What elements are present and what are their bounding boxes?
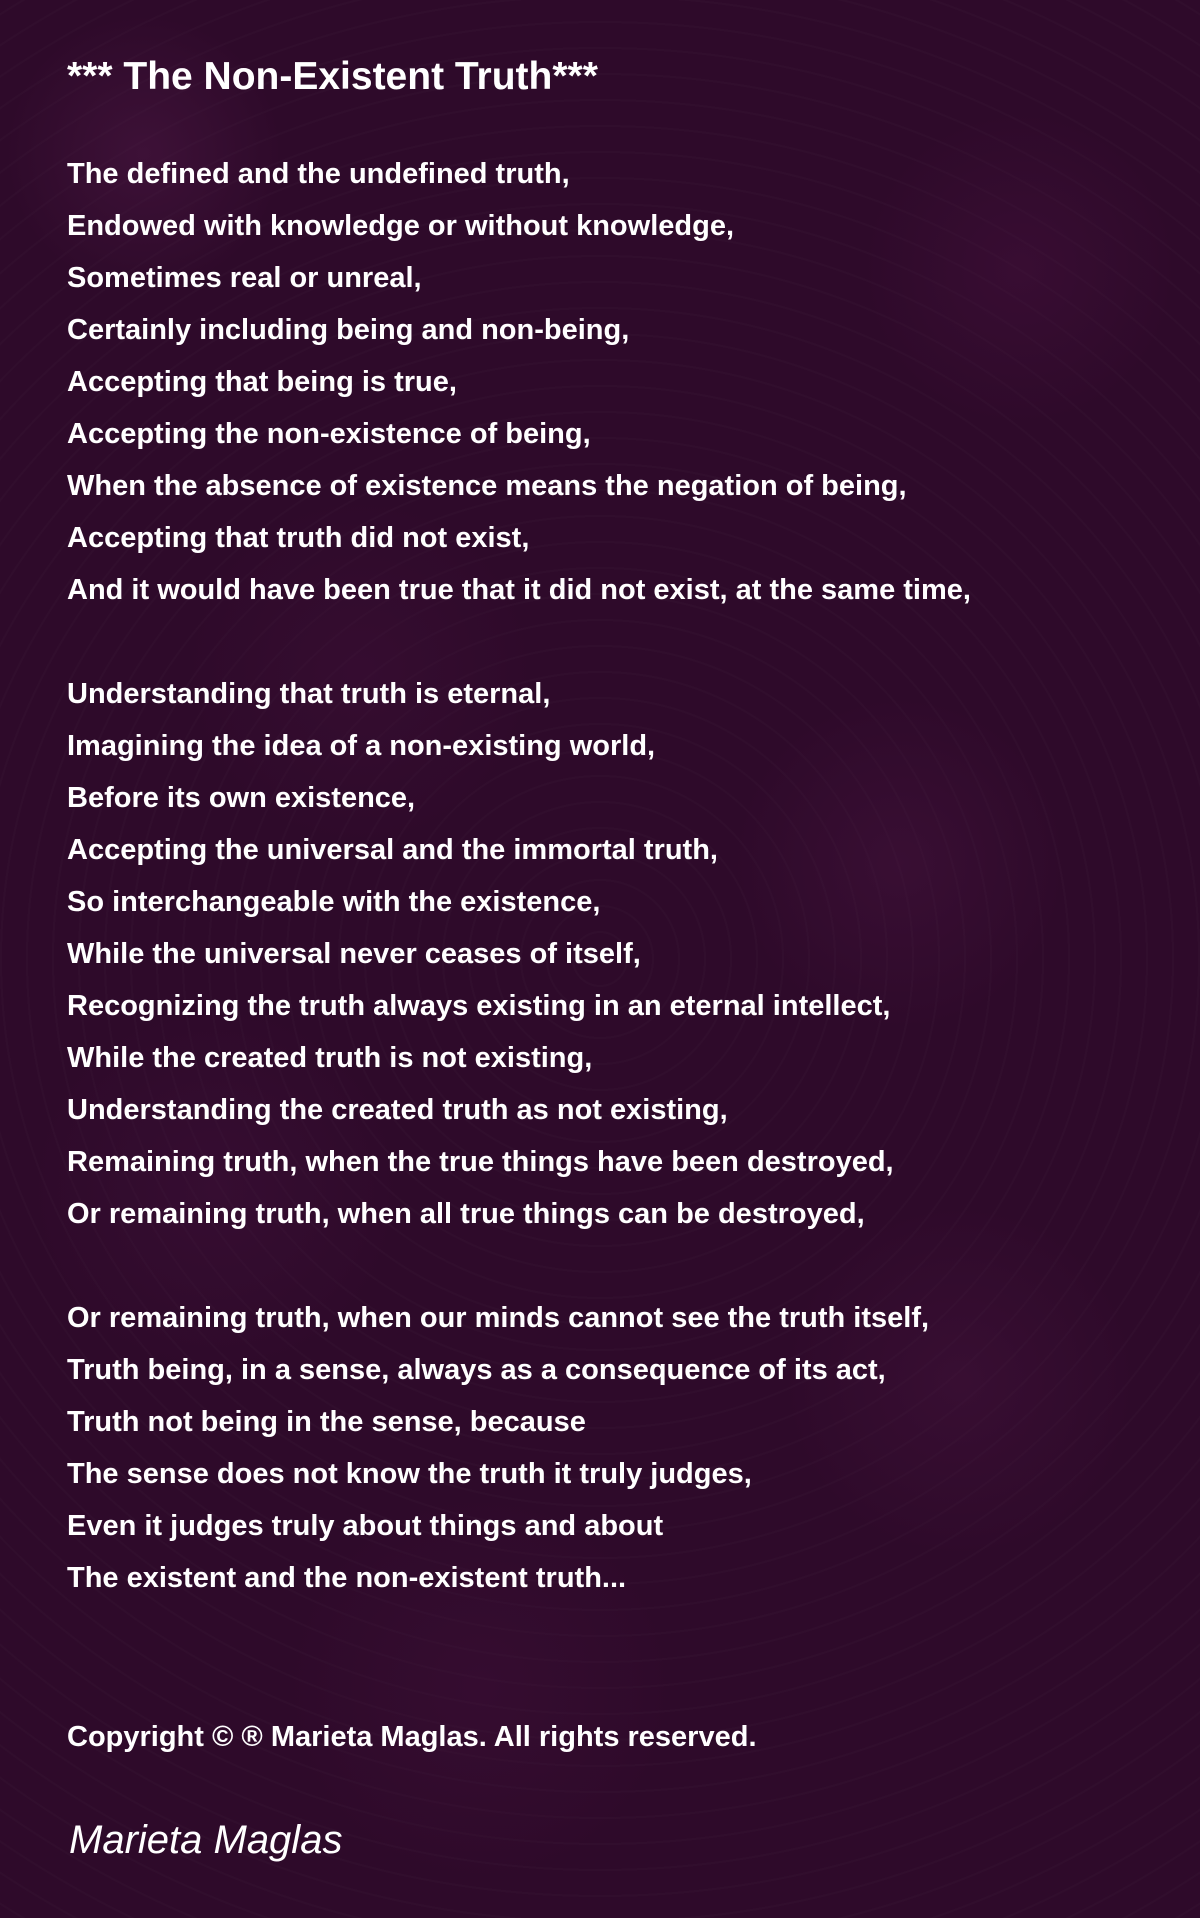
poem-line: Accepting that being is true, bbox=[67, 366, 457, 398]
poem-line: And it would have been true that it did not exist, at the same time, bbox=[67, 574, 971, 606]
poem-line: Or remaining truth, when all true things can be destroyed, bbox=[67, 1198, 865, 1230]
poem-line: Understanding that truth is eternal, bbox=[67, 678, 551, 710]
poem-line: While the created truth is not existing, bbox=[67, 1042, 593, 1074]
poem-line: The sense does not know the truth it truly judges, bbox=[67, 1458, 752, 1490]
poem-line: While the universal never ceases of itself, bbox=[67, 938, 641, 970]
poem-line: Accepting the non-existence of being, bbox=[67, 418, 591, 450]
poem-line: Imagining the idea of a non-existing world, bbox=[67, 730, 656, 762]
poem-line: Even it judges truly about things and about bbox=[67, 1510, 664, 1542]
poem-line: Understanding the created truth as not existing, bbox=[67, 1094, 728, 1126]
poem-line: The existent and the non-existent truth... bbox=[67, 1562, 627, 1594]
poem-line: Remaining truth, when the true things have been destroyed, bbox=[67, 1146, 894, 1178]
poem-line: Recognizing the truth always existing in an eternal intellect, bbox=[67, 990, 891, 1022]
poem-line: The defined and the undefined truth, bbox=[67, 158, 570, 190]
poem-line: When the absence of existence means the negation of being, bbox=[67, 470, 907, 502]
copyright-notice: Copyright © ® Marieta Maglas. All rights reserved. bbox=[67, 1721, 757, 1753]
poem-line: Accepting that truth did not exist, bbox=[67, 522, 530, 554]
poem-line: Truth not being in the sense, because bbox=[67, 1406, 586, 1438]
stanza-3 bbox=[67, 1292, 1177, 1604]
poem-body bbox=[67, 148, 1177, 1604]
poem-line: Or remaining truth, when our minds cannot see the truth itself, bbox=[67, 1302, 930, 1334]
poem-line: Certainly including being and non-being, bbox=[67, 314, 630, 346]
poem-line: So interchangeable with the existence, bbox=[67, 886, 601, 918]
poem-line: Truth being, in a sense, always as a consequence of its act, bbox=[67, 1354, 886, 1386]
poem-title: *** The Non-Existent Truth*** bbox=[67, 55, 598, 98]
stanza-2 bbox=[67, 668, 1177, 1240]
poem-line: Accepting the universal and the immortal truth, bbox=[67, 834, 718, 866]
poem-line: Sometimes real or unreal, bbox=[67, 262, 422, 294]
author-name: Marieta Maglas bbox=[69, 1818, 343, 1862]
stanza-1 bbox=[67, 148, 1177, 616]
poem-line: Endowed with knowledge or without knowledge, bbox=[67, 210, 734, 242]
poem-line: Before its own existence, bbox=[67, 782, 416, 814]
